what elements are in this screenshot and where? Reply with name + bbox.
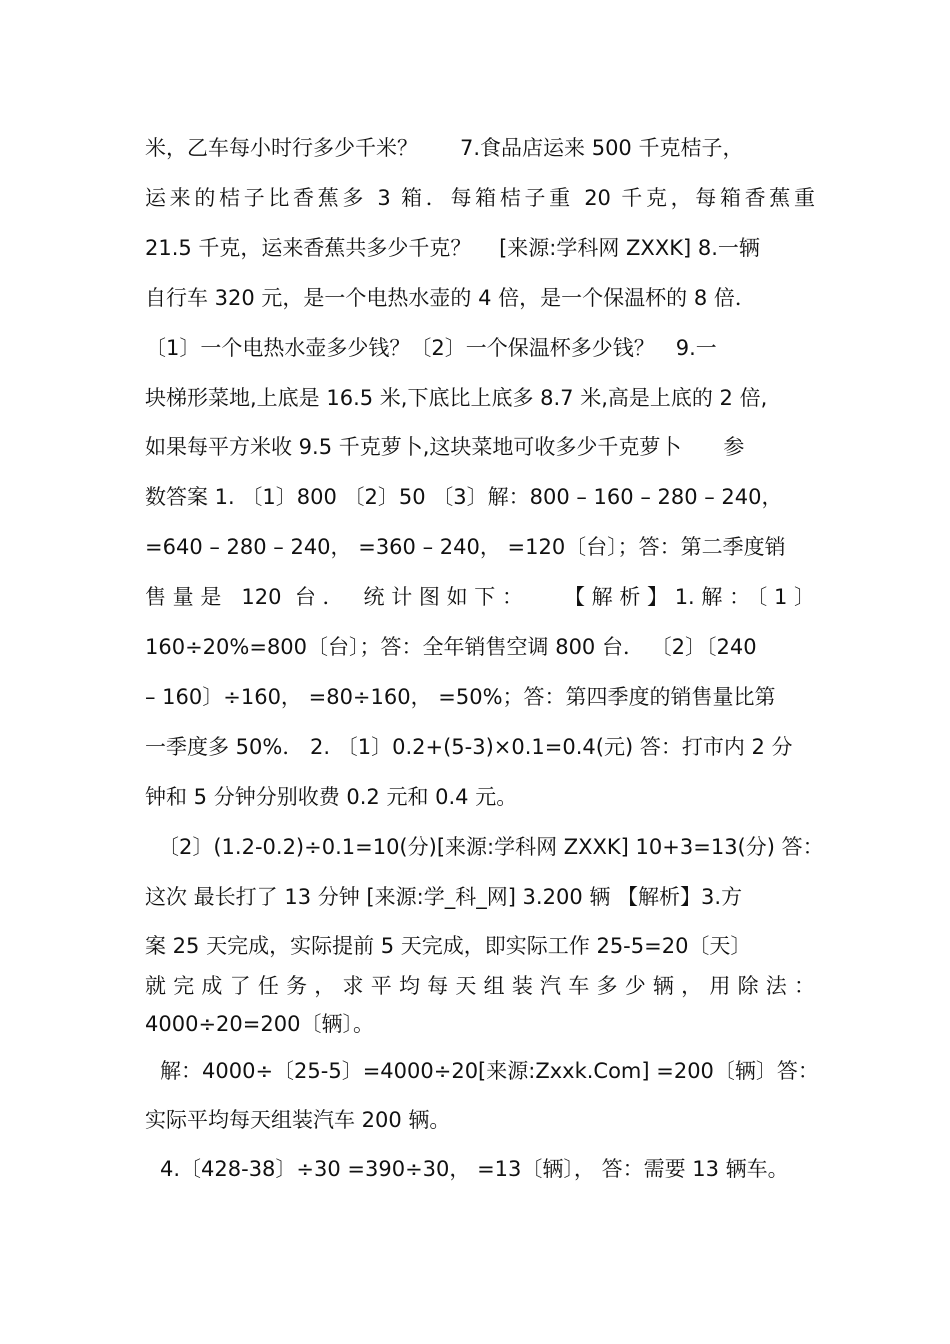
text-line-20: 解：4000÷〔25-5〕=4000÷20[来源:Zxxk.Com] =200〔辆〕答： — [160, 1059, 819, 1083]
text-line-10: 售量是 120 台． 统计图如下： 【解析】1.解：〔1〕 — [145, 585, 815, 609]
text-line-4: 自行车 320 元，是一个电热水壶的 4 倍，是一个保温杯的 8 倍． — [145, 286, 756, 310]
text-line-19: 4000÷20=200〔辆〕。 — [145, 1012, 374, 1036]
text-line-14: 钟和 5 分钟分别收费 0.2 元和 0.4 元。 — [145, 785, 518, 809]
text-line-16: 这次 最长打了 13 分钟 [来源:学_科_网] 3.200 辆 【解析】3.方 — [145, 885, 743, 909]
text-line-7: 如果每平方米收 9.5 千克萝卜,这块菜地可收多少千克萝卜 参 — [145, 435, 745, 459]
text-line-22: 4.〔428-38〕÷30 =390÷30， =13〔辆〕， 答：需要 13 辆车。 — [160, 1157, 789, 1181]
text-line-15: 〔2〕(1.2-0.2)÷0.1=10(分)[来源:学科网 ZXXK] 10+3=13(分) 答： — [158, 835, 824, 859]
text-line-21: 实际平均每天组装汽车 200 辆。 — [145, 1108, 451, 1132]
text-line-12: – 160〕÷160， =80÷160， =50%；答：第四季度的销售量比第 — [145, 685, 776, 709]
text-line-18: 就完成了任务，求平均每天组装汽车多少辆，用除法： — [145, 974, 815, 998]
text-line-6: 块梯形菜地,上底是 16.5 米,下底比上底多 8.7 米,高是上底的 2 倍, — [145, 386, 768, 410]
text-line-17: 案 25 天完成，实际提前 5 天完成，即实际工作 25-5=20〔天〕 — [145, 934, 752, 958]
text-line-5: 〔1〕一个电热水壶多少钱？〔2〕一个保温杯多少钱？ 9.一 — [145, 336, 717, 360]
text-line-1: 米，乙车每小时行多少千米？ 7.食品店运来 500 千克桔子， — [145, 136, 744, 160]
text-line-3: 21.5 千克，运来香蕉共多少千克？ [来源:学科网 ZXXK] 8.一辆 — [145, 236, 760, 260]
text-line-9: =640 – 280 – 240， =360 – 240， =120〔台〕；答：第二季度销 — [145, 535, 786, 559]
text-line-11: 160÷20%=800〔台〕；答：全年销售空调 800 台． 〔2〕〔240 — [145, 635, 757, 659]
text-line-13: 一季度多 50%． 2. 〔1〕0.2+(5-3)×0.1=0.4(元) 答：打市内 2 分 — [145, 735, 793, 759]
text-line-2: 运来的桔子比香蕉多 3 箱．每箱桔子重 20 千克，每箱香蕉重 — [145, 186, 815, 210]
text-line-8: 数答案 1. 〔1〕800 〔2〕50 〔3〕解：800 – 160 – 280 – 240， — [145, 485, 783, 509]
